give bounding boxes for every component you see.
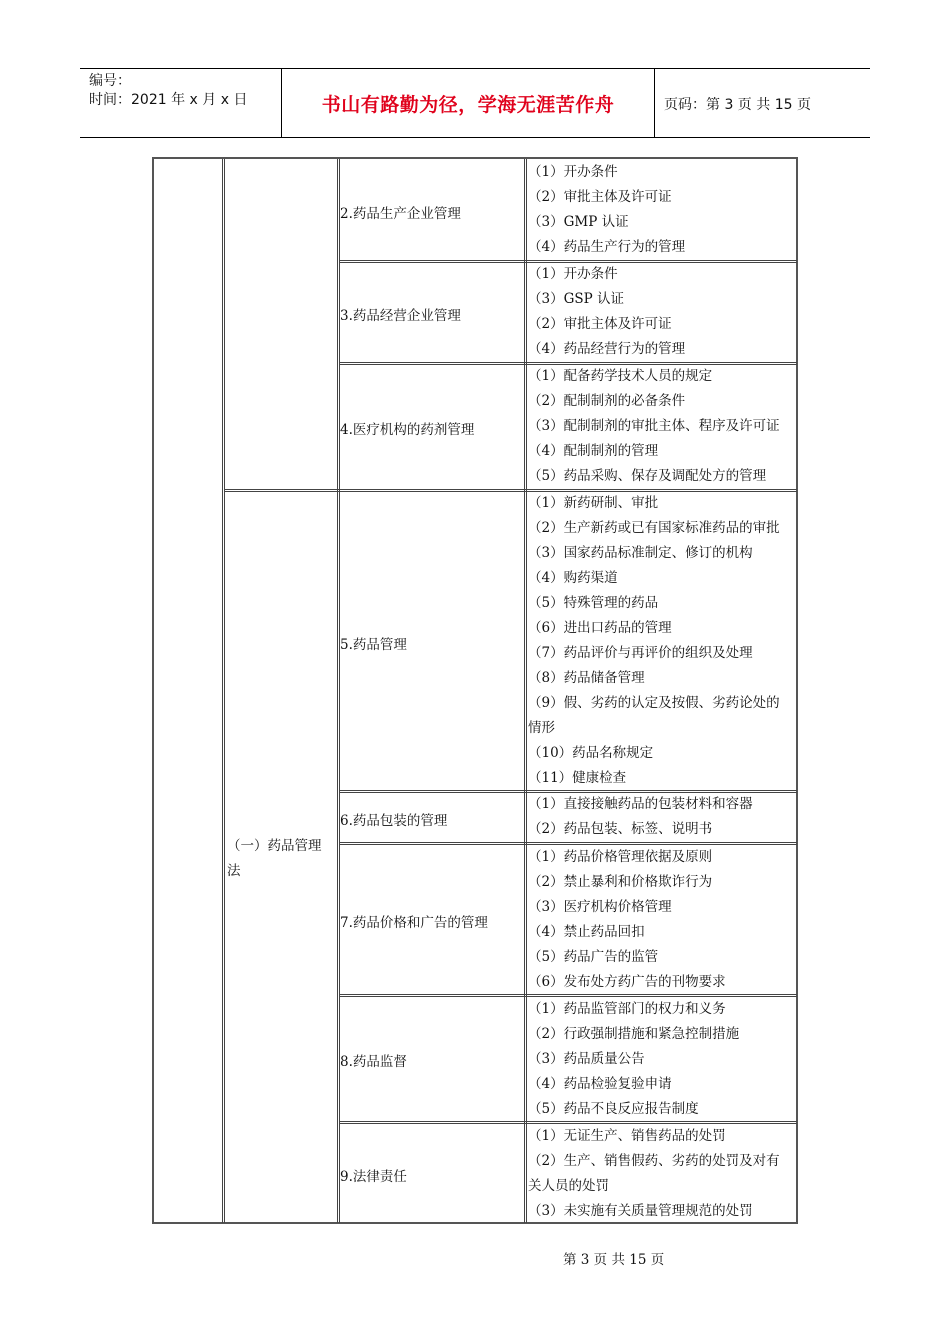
list-item: （7）药品评价与再评价的组织及处理 xyxy=(528,645,753,661)
list-item: （1）无证生产、销售药品的处罚 xyxy=(528,1128,726,1144)
column-divider xyxy=(337,159,338,1223)
list-item: （8）药品储备管理 xyxy=(528,670,645,686)
column-divider xyxy=(524,159,525,1223)
date-line: 时间：2021 年 x 月 x 日 xyxy=(89,92,248,108)
list-item: （2）审批主体及许可证 xyxy=(528,316,672,332)
section-title: 5.药品管理 xyxy=(340,637,407,653)
group-label-line: （一）药品管理 xyxy=(227,838,322,854)
list-item: （2）药品包装、标签、说明书 xyxy=(528,821,713,837)
section-title: 4.医疗机构的药剂管理 xyxy=(340,422,475,438)
row-divider xyxy=(339,842,797,843)
header-motto: 书山有路勤为径，学海无涯苦作舟 xyxy=(282,69,655,137)
list-item: （4）药品经营行为的管理 xyxy=(528,341,686,357)
list-item: （5）药品广告的监管 xyxy=(528,949,659,965)
header-meta xyxy=(80,69,282,137)
section-title: 3.药品经营企业管理 xyxy=(340,308,461,324)
list-item: （1）直接接触药品的包装材料和容器 xyxy=(528,796,753,812)
list-item: （1）开办条件 xyxy=(528,164,618,180)
group-label xyxy=(227,834,335,884)
section-title: 2.药品生产企业管理 xyxy=(340,206,461,222)
list-item: （1）配备药学技术人员的规定 xyxy=(528,368,713,384)
section-title: 6.药品包装的管理 xyxy=(340,813,448,829)
list-item: （1）新药研制、审批 xyxy=(528,495,659,511)
list-item: （3）配制制剂的审批主体、程序及许可证 xyxy=(528,418,780,434)
list-item: （4）药品检验复验申请 xyxy=(528,1076,672,1092)
list-item: （9）假、劣药的认定及按假、劣药论处的 xyxy=(528,695,780,711)
list-item: （2）生产、销售假药、劣药的处罚及对有 xyxy=(528,1153,780,1169)
list-item: （11）健康检查 xyxy=(528,770,627,786)
list-item: （3）国家药品标准制定、修订的机构 xyxy=(528,545,753,561)
list-item: （2）配制制剂的必备条件 xyxy=(528,393,686,409)
list-item: （5）特殊管理的药品 xyxy=(528,595,659,611)
list-item: （6）进出口药品的管理 xyxy=(528,620,672,636)
list-item: （4）禁止药品回扣 xyxy=(528,924,645,940)
code-label: 编号： xyxy=(89,73,131,89)
section-title: 7.药品价格和广告的管理 xyxy=(340,915,488,931)
row-divider xyxy=(339,362,797,363)
list-item: （3）GMP 认证 xyxy=(528,214,629,230)
list-item: （4）购药渠道 xyxy=(528,570,618,586)
list-item: （5）药品不良反应报告制度 xyxy=(528,1101,699,1117)
list-item: （2）生产新药或已有国家标准药品的审批 xyxy=(528,520,780,536)
list-item: （2）行政强制措施和紧急控制措施 xyxy=(528,1026,740,1042)
list-item: （10）药品名称规定 xyxy=(528,745,654,761)
column-divider xyxy=(222,159,223,1223)
header-page-info: 页码：第 3 页 共 15 页 xyxy=(664,97,811,113)
list-item: （3）GSP 认证 xyxy=(528,291,624,307)
group-divider xyxy=(224,489,797,490)
list-item: （3）药品质量公告 xyxy=(528,1051,645,1067)
section-title: 8.药品监督 xyxy=(340,1054,407,1070)
page-header xyxy=(80,68,870,138)
list-item: 情形 xyxy=(528,720,555,736)
column-divider xyxy=(224,159,225,1223)
list-item: （5）药品采购、保存及调配处方的管理 xyxy=(528,468,767,484)
list-item: （6）发布处方药广告的刊物要求 xyxy=(528,974,726,990)
list-item: （1）开办条件 xyxy=(528,266,618,282)
footer-page-number: 第 3 页 共 15 页 xyxy=(563,1252,665,1268)
list-item: （1）药品监管部门的权力和义务 xyxy=(528,1001,726,1017)
list-item: （4）配制制剂的管理 xyxy=(528,443,659,459)
list-item: （2）审批主体及许可证 xyxy=(528,189,672,205)
column-divider xyxy=(526,159,527,1223)
list-item: （1）药品价格管理依据及原则 xyxy=(528,849,713,865)
list-item: （3）医疗机构价格管理 xyxy=(528,899,672,915)
section-title: 9.法律责任 xyxy=(340,1169,407,1185)
group-label-line: 法 xyxy=(227,863,241,879)
group-divider xyxy=(224,491,797,492)
list-item: （2）禁止暴利和价格欺诈行为 xyxy=(528,874,713,890)
row-divider xyxy=(339,260,797,261)
list-item: （4）药品生产行为的管理 xyxy=(528,239,686,255)
list-item: （3）未实施有关质量管理规范的处罚 xyxy=(528,1203,753,1219)
list-item: 关人员的处罚 xyxy=(528,1178,609,1194)
